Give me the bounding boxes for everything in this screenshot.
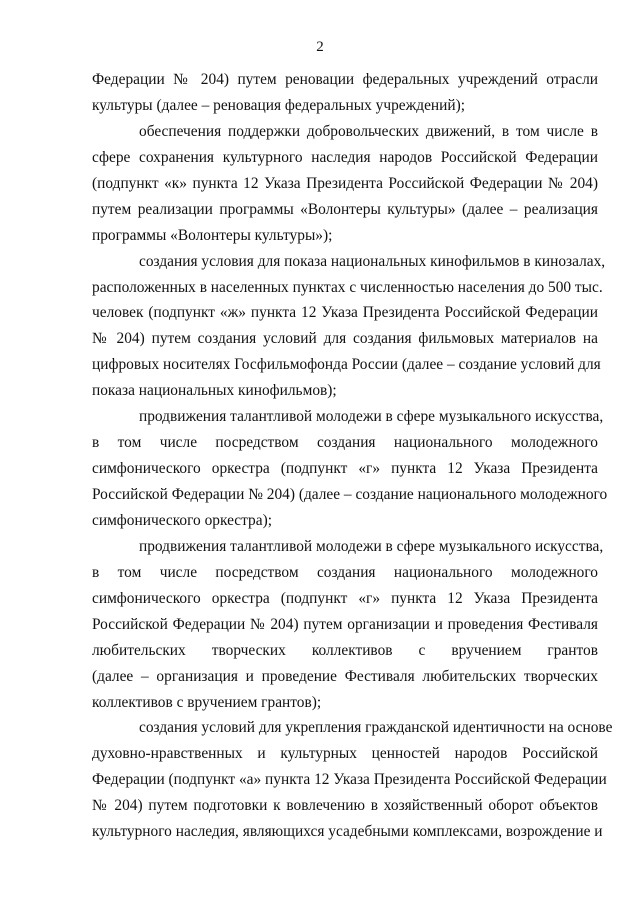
text-line: симфонического оркестра (подпункт «г» пункта 12 Указа Президента	[92, 589, 598, 607]
text-line: культурного наследия, являющихся усадебными комплексами, возрождение и	[92, 823, 603, 841]
paragraph	[92, 715, 613, 845]
text-line: продвижения талантливой молодежи в сфере музыкального искусства,	[139, 408, 604, 426]
paragraph	[92, 404, 608, 534]
text-line: симфонического оркестра);	[92, 511, 272, 529]
text-line: создания условий для укрепления гражданской идентичности на основе	[139, 719, 613, 737]
paragraph	[92, 67, 598, 119]
text-line: создания условия для показа национальных кинофильмов в кинозалах,	[139, 252, 606, 270]
paragraph	[92, 534, 604, 716]
text-line: Российской Федерации № 204) (далее – создание национального молодежного	[92, 486, 608, 503]
text-line: (подпункт «к» пункта 12 Указа Президента Российской Федерации № 204)	[92, 174, 598, 192]
text-line: сфере сохранения культурного наследия народов Российской Федерации	[92, 148, 598, 166]
text-line: обеспечения поддержки добровольческих движений, в том числе в	[139, 122, 598, 140]
text-line: человек (подпункт «ж» пункта 12 Указа Президента Российской Федерации	[92, 304, 598, 322]
text-line: коллективов с вручением грантов);	[92, 693, 322, 711]
text-line: № 204) путем подготовки к вовлечению в хозяйственный оборот объектов	[92, 797, 598, 815]
text-line: в том числе посредством создания национального молодежного	[92, 434, 598, 452]
text-line: путем реализации программы «Волонтеры культуры» (далее – реализация	[92, 200, 598, 218]
text-line: культуры (далее – реновация федеральных учреждений);	[92, 96, 466, 114]
text-line: симфонического оркестра (подпункт «г» пункта 12 Указа Президента	[92, 460, 598, 478]
text-line: продвижения талантливой молодежи в сфере музыкального искусства,	[139, 537, 604, 555]
text-line: в том числе посредством создания национального молодежного	[92, 563, 598, 581]
text-line: Федерации № 204) путем реновации федеральных учреждений отрасли	[92, 71, 598, 88]
text-line: любительских творческих коллективов с вручением грантов	[92, 641, 598, 659]
text-line: показа национальных кинофильмов);	[92, 382, 337, 400]
text-line: цифровых носителях Госфильмофонда России (далее – создание условий для	[92, 356, 601, 374]
text-line: Федерации (подпункт «а» пункта 12 Указа Президента Российской Федерации	[92, 771, 607, 789]
text-line: расположенных в населенных пунктах с численностью населения до 500 тыс.	[92, 278, 603, 296]
paragraph	[92, 249, 606, 405]
text-line: (далее – организация и проведение Фестиваля любительских творческих	[92, 667, 598, 685]
text-line: № 204) путем создания условий для создания фильмовых материалов на	[92, 330, 598, 348]
document-body	[92, 67, 613, 845]
text-line: духовно-нравственных и культурных ценностей народов Российской	[92, 745, 598, 763]
page-number: 2	[316, 39, 324, 55]
text-line: программы «Волонтеры культуры»);	[92, 226, 333, 244]
paragraph	[92, 119, 598, 249]
text-line: Российской Федерации № 204) путем организации и проведения Фестиваля	[92, 615, 598, 633]
